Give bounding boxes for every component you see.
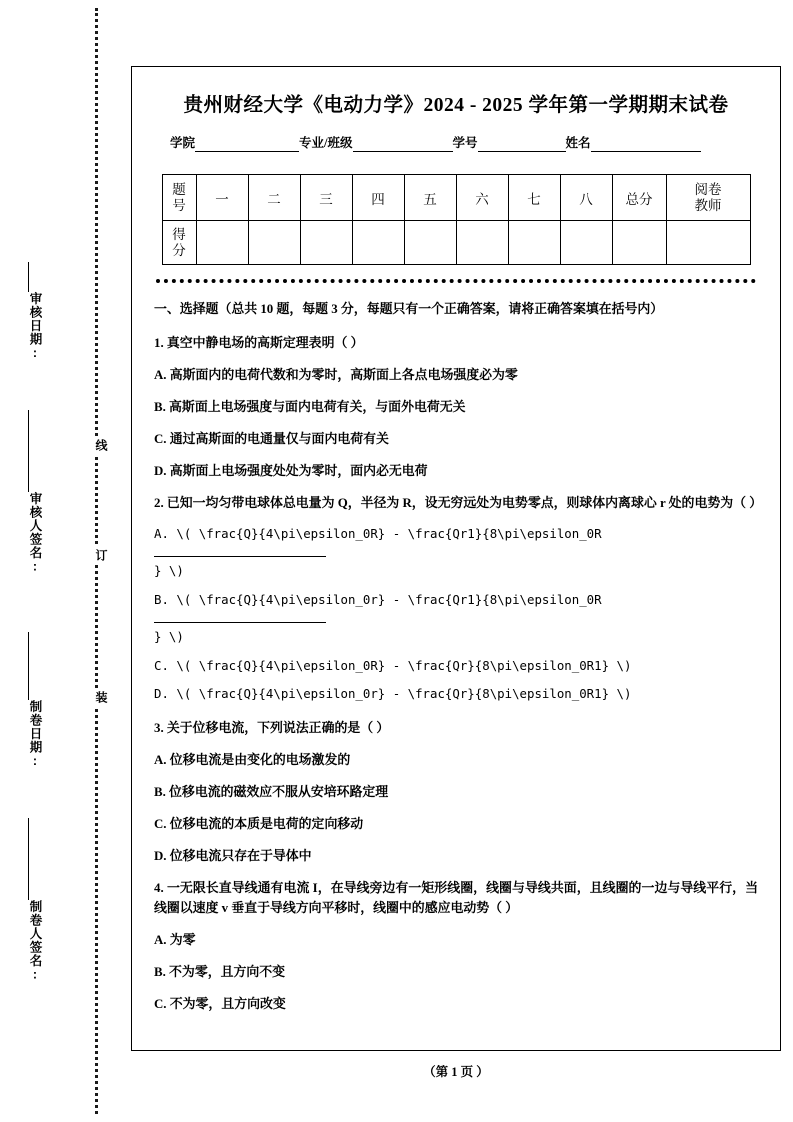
question-2-option-a[interactable] [154,525,758,581]
column-4: 四 [352,175,404,221]
grade-cell-1[interactable] [196,221,248,265]
name-blank[interactable] [591,138,701,152]
question-2-option-a-overflow-rule [154,549,326,556]
total-score-header: 总分 [612,175,666,221]
exam-title: 贵州财经大学《电动力学》2024 - 2025 学年第一学期期末试卷 [183,95,729,116]
question-2-option-b-overflow-rule [154,615,326,622]
question-4-option-a[interactable]: A. 为零 [154,932,196,947]
section-heading-choice: 一、选择题（总共 10 题，每题 3 分，每题只有一个正确答案，请将正确答案填在括号内） [154,302,664,316]
question-4-option-c[interactable]: C. 不为零，且方向改变 [154,996,286,1011]
grade-cell-8[interactable] [560,221,612,265]
question-2-option-c[interactable]: C. \( \frac{Q}{4\pi\epsilon_0R} - \frac{Qr}{8\pi\epsilon_0R1} \) [154,657,632,673]
grade-row-header [162,221,196,265]
question-4-stem: 4. 一无限长直导线通有电流 I，在导线旁边有一矩形线圈，线圈与导线共面，且线圈的一边与导线平行，当线圈以速度 v 垂直于导线方向平移时，线圈中的感应电动势（ ） [154,880,758,915]
major-class-label: 专业/班级 [299,136,353,150]
college-blank[interactable] [195,138,299,152]
grade-cell-total[interactable] [612,221,666,265]
question-3-option-c[interactable]: C. 位移电流的本质是电荷的定向移动 [154,816,364,831]
column-7: 七 [508,175,560,221]
question-1-option-d[interactable]: D. 高斯面上电场强度处处为零时，面内必无电荷 [154,464,428,478]
major-class-field[interactable] [299,133,452,152]
score-table-grade-row [162,221,750,265]
question-4-option-b[interactable]: B. 不为零，且方向不变 [154,964,286,979]
question-2-option-b-suffix: } \) [154,629,184,645]
section-dotted-separator [156,279,756,283]
question-1-stem: 1. 真空中静电场的高斯定理表明（ ） [154,336,364,350]
question-2-option-b-prefix: B. \( \frac{Q}{4\pi\epsilon_0r} - \frac{Qr1}{8\pi\epsilon_0R [154,591,602,607]
student-id-field[interactable] [453,133,566,152]
name-field[interactable] [566,133,701,152]
column-3: 三 [300,175,352,221]
score-table-header-row [162,175,750,221]
question-1-option-b[interactable]: B. 高斯面上电场强度与面内电荷有关，与面外电荷无关 [154,400,466,414]
question-2-option-b[interactable] [154,591,758,647]
question-number-header [162,175,196,221]
grading-teacher-header [666,175,750,221]
question-2-option-a-prefix: A. \( \frac{Q}{4\pi\epsilon_0R} - \frac{Qr1}{8\pi\epsilon_0R [154,526,602,541]
grading-teacher-line2: 教师 [694,197,722,213]
question-2-option-a-suffix: } \) [154,563,184,579]
question-1-option-c[interactable]: C. 通过高斯面的电通量仅与面内电荷有关 [154,432,389,446]
review-date-rule [28,262,29,292]
grade-row-header-char2: 分 [172,242,186,258]
composer-signature-rule [28,818,29,900]
question-3-option-b[interactable]: B. 位移电流的磁效应不服从安培环路定理 [154,784,389,799]
major-class-blank[interactable] [353,138,453,152]
exam-sheet [131,66,781,1051]
grade-cell-6[interactable] [456,221,508,265]
reviewer-signature-label: 审核人签名: [28,492,42,575]
grade-cell-2[interactable] [248,221,300,265]
question-2-option-d[interactable]: D. \( \frac{Q}{4\pi\epsilon_0r} - \frac{Qr}{8\pi\epsilon_0R1} \) [154,686,632,702]
composer-signature-label: 制卷人签名: [28,900,42,983]
question-1-option-a[interactable]: A. 高斯面内的电荷代数和为零时，高斯面上各点电场强度必为零 [154,368,518,382]
question-2-stem: 2. 已知一均匀带电球体总电量为 Q，半径为 R，设无穷远处为电势零点，则球体内离球心 r 处的电势为（ ） [154,496,763,510]
question-number-header-char1: 题 [172,182,186,198]
reviewer-signature-rule [28,410,29,492]
name-label: 姓名 [565,136,591,150]
grade-row-header-char1: 得 [172,227,186,243]
question-number-header-char2: 号 [172,197,186,213]
grade-cell-3[interactable] [300,221,352,265]
question-3-option-d[interactable]: D. 位移电流只存在于导体中 [154,848,312,863]
grade-cell-7[interactable] [508,221,560,265]
grade-cell-5[interactable] [404,221,456,265]
column-2: 二 [248,175,300,221]
column-8: 八 [560,175,612,221]
student-id-blank[interactable] [478,138,566,152]
compose-date-label: 制卷日期: [28,700,42,769]
grading-teacher-line1: 阅卷 [694,182,722,198]
identity-row [170,133,760,152]
column-1: 一 [196,175,248,221]
column-6: 六 [456,175,508,221]
question-3-stem: 3. 关于位移电流，下列说法正确的是（ ） [154,720,390,735]
grade-cell-4[interactable] [352,221,404,265]
column-5: 五 [404,175,456,221]
compose-date-rule [28,632,29,700]
college-label: 学院 [170,136,196,150]
page-footer: （第 1 页 ） [423,1065,489,1079]
question-3-option-a[interactable]: A. 位移电流是由变化的电场激发的 [154,752,351,767]
score-table [162,174,751,265]
student-id-label: 学号 [452,136,478,150]
seam-char-ding: 订 [84,546,110,564]
grade-cell-teacher[interactable] [666,221,750,265]
college-field[interactable] [170,133,299,152]
seam-char-xian: 线 [84,436,110,454]
exam-content [154,299,763,1014]
binding-margin [0,0,128,1122]
review-date-label: 审核日期: [28,292,42,361]
seam-char-zhuang: 装 [84,688,110,706]
